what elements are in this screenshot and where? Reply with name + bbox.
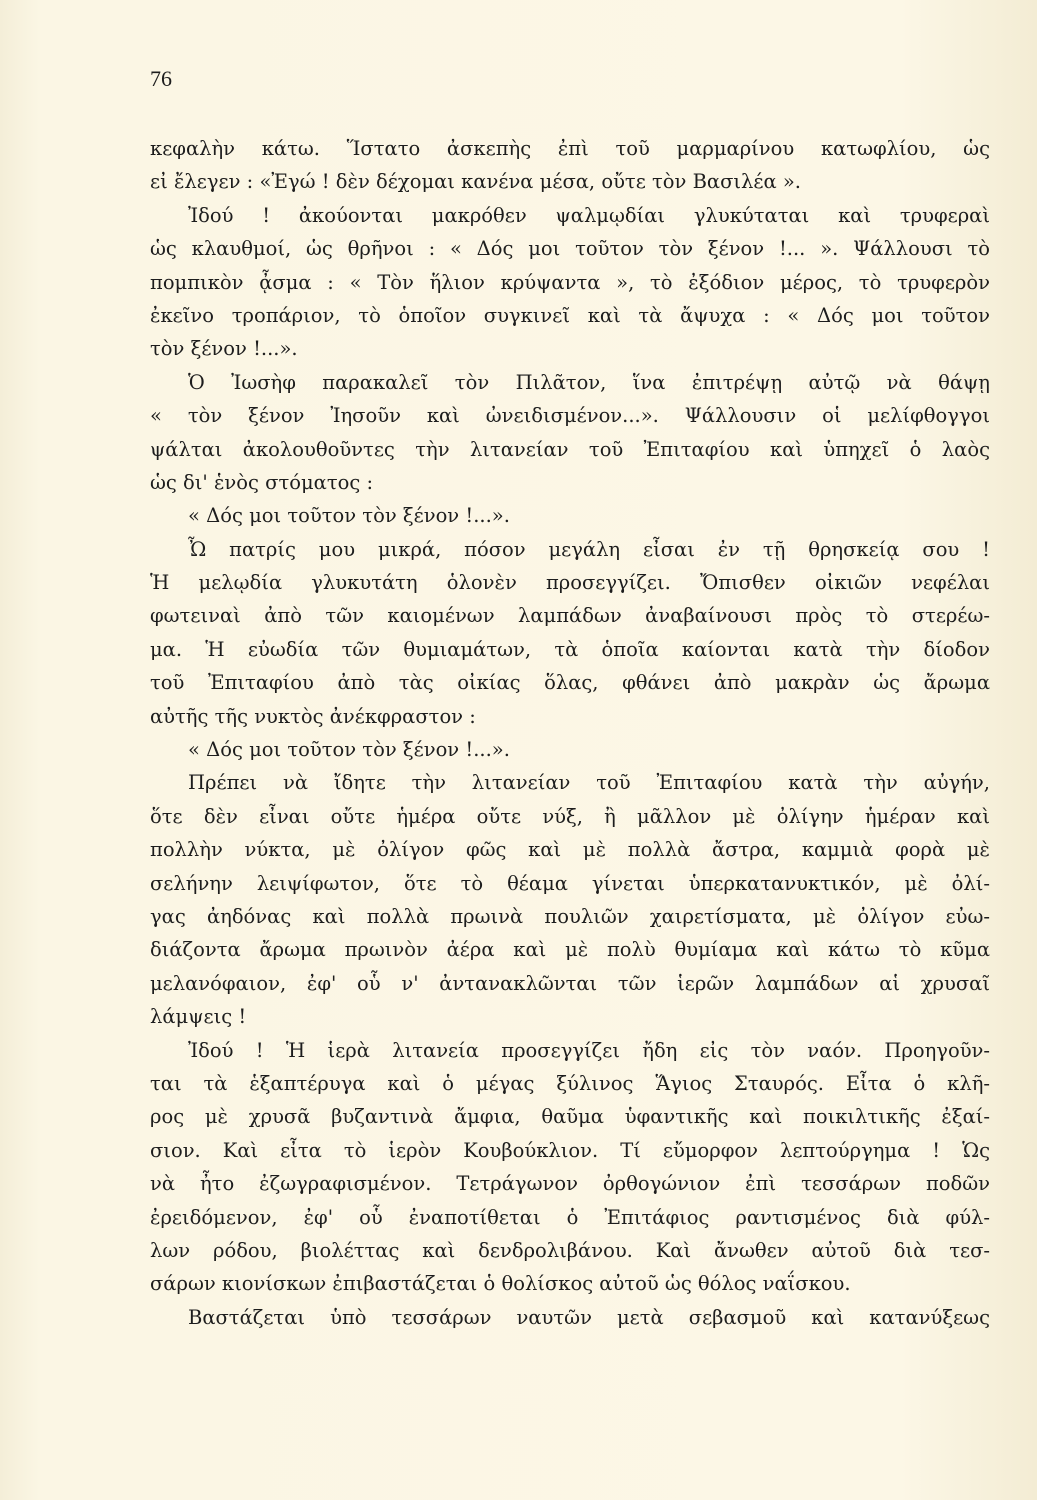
page-number: 76 bbox=[150, 66, 172, 91]
text-line: Ἡ μελῳδία γλυκυτάτη ὁλονὲν προσεγγίζει. Ὄπισθεν οἰκιῶν νεφέλαι bbox=[150, 571, 990, 595]
text-line: Ὁ Ἰωσὴφ παρακαλεῖ τὸν Πιλᾶτον, ἵνα ἐπιτρέψῃ αὐτῷ νὰ θάψῃ bbox=[188, 370, 990, 394]
text-line: κεφαλὴν κάτω. Ἵστατο ἀσκεπὴς ἐπὶ τοῦ μαρμαρίνου κατωφλίου, ὡς bbox=[150, 137, 990, 160]
text-line: διάζοντα ἄρωμα πρωινὸν ἀέρα καὶ μὲ πολὺ θυμίαμα καὶ κάτω τὸ κῦμα bbox=[150, 938, 990, 962]
text-line: ρος μὲ χρυσᾶ βυζαντινὰ ἄμφια, θαῦμα ὑφαντικῆς καὶ ποικιλτικῆς ἐξαί- bbox=[150, 1105, 990, 1129]
text-line: σιον. Καὶ εἶτα τὸ ἱερὸν Κουβούκλιον. Τί εὔμορφον λεπτούργημα ! Ὡς bbox=[150, 1138, 990, 1162]
text-line: εἰ ἔλεγεν : «Ἐγώ ! δὲν δέχομαι κανένα μέσα, οὔτε τὸν Βασιλέα ». bbox=[150, 170, 802, 194]
text-line: τὸν ξένον !...». bbox=[150, 337, 298, 361]
text-line: γας ἀηδόνας καὶ πολλὰ πρωινὰ πουλιῶν χαιρετίσματα, μὲ ὀλίγον εὐω- bbox=[150, 904, 990, 928]
text-line: λων ρόδου, βιολέττας καὶ δενδρολιβάνου. Καὶ ἄνωθεν αὐτοῦ διὰ τεσ- bbox=[150, 1238, 990, 1262]
text-line: ἐκεῖνο τροπάριον, τὸ ὁποῖον συγκινεῖ καὶ τὰ ἄψυχα : « Δός μοι τοῦτον bbox=[150, 303, 990, 327]
text-line: λάμψεις ! bbox=[150, 1005, 247, 1029]
text-line: ἐρειδόμενον, ἐφ' οὗ ἐναποτίθεται ὁ Ἐπιτάφιος ραντισμένος διὰ φύλ- bbox=[150, 1205, 990, 1229]
text-line: φωτειναὶ ἀπὸ τῶν καιομένων λαμπάδων ἀναβαίνουσι πρὸς τὸ στερέω- bbox=[150, 604, 990, 628]
body-text bbox=[150, 132, 990, 1334]
text-line: πομπικὸν ᾆσμα : « Τὸν ἥλιον κρύψαντα », τὸ ἐξόδιον μέρος, τὸ τρυφερὸν bbox=[150, 270, 990, 294]
text-line: ψάλται ἀκολουθοῦντες τὴν λιτανείαν τοῦ Ἐπιταφίου καὶ ὑπηχεῖ ὁ λαὸς bbox=[150, 437, 990, 461]
text-line: μελανόφαιον, ἐφ' οὗ ν' ἀντανακλῶνται τῶν ἱερῶν λαμπάδων αἱ χρυσαῖ bbox=[150, 971, 990, 995]
text-line: « τὸν ξένον Ἰησοῦν καὶ ὠνειδισμένον...». Ψάλλουσιν οἱ μελίφθογγοι bbox=[150, 404, 990, 428]
text-line: ὡς δι' ἑνὸς στόματος : bbox=[150, 470, 374, 494]
text-line: ὅτε δὲν εἶναι οὔτε ἡμέρα οὔτε νύξ, ἢ μᾶλλον μὲ ὀλίγην ἡμέραν καὶ bbox=[150, 804, 990, 828]
text-line: ται τὰ ἑξαπτέρυγα καὶ ὁ μέγας ξύλινος Ἅγιος Σταυρός. Εἶτα ὁ κλῆ- bbox=[150, 1071, 990, 1095]
text-line: Ἰδού ! ἀκούονται μακρόθεν ψαλμῳδίαι γλυκύταται καὶ τρυφεραὶ bbox=[188, 203, 990, 227]
text-line: τοῦ Ἐπιταφίου ἀπὸ τὰς οἰκίας ὅλας, φθάνει ἀπὸ μακρὰν ὡς ἄρωμα bbox=[150, 671, 990, 695]
text-line: Ὦ πατρίς μου μικρά, πόσον μεγάλη εἶσαι ἐν τῇ θρησκείᾳ σου ! bbox=[188, 537, 990, 561]
text-line: Βαστάζεται ὑπὸ τεσσάρων ναυτῶν μετὰ σεβασμοῦ καὶ κατανύξεως bbox=[188, 1305, 990, 1329]
text-line: μα. Ἡ εὐωδία τῶν θυμιαμάτων, τὰ ὁποῖα καίονται κατὰ τὴν δίοδον bbox=[150, 637, 990, 661]
text-line: πολλὴν νύκτα, μὲ ὀλίγον φῶς καὶ μὲ πολλὰ ἄστρα, καμμιὰ φορὰ μὲ bbox=[150, 838, 990, 862]
text-line: Πρέπει νὰ ἴδητε τὴν λιτανείαν τοῦ Ἐπιταφίου κατὰ τὴν αὐγήν, bbox=[188, 771, 990, 795]
text-line: ὡς κλαυθμοί, ὡς θρῆνοι : « Δός μοι τοῦτον τὸν ξένον !... ». Ψάλλουσι τὸ bbox=[150, 237, 990, 261]
quoted-refrain: « Δός μοι τοῦτον τὸν ξένον !...». bbox=[188, 504, 510, 528]
text-line: αὐτῆς τῆς νυκτὸς ἀνέκφραστον : bbox=[150, 704, 476, 728]
quoted-refrain: « Δός μοι τοῦτον τὸν ξένον !...». bbox=[188, 738, 510, 762]
text-line: Ἰδού ! Ἡ ἱερὰ λιτανεία προσεγγίζει ἤδη εἰς τὸν ναόν. Προηγοῦν- bbox=[188, 1038, 990, 1062]
text-line: νὰ ἦτο ἐζωγραφισμένον. Τετράγωνον ὀρθογώνιον ἐπὶ τεσσάρων ποδῶν bbox=[150, 1172, 990, 1196]
text-line: σελήνην λειψίφωτον, ὅτε τὸ θέαμα γίνεται ὑπερκατανυκτικόν, μὲ ὀλί- bbox=[150, 871, 990, 895]
text-line: σάρων κιονίσκων ἐπιβαστάζεται ὁ θολίσκος αὐτοῦ ὡς θόλος ναΐσκου. bbox=[150, 1272, 851, 1296]
